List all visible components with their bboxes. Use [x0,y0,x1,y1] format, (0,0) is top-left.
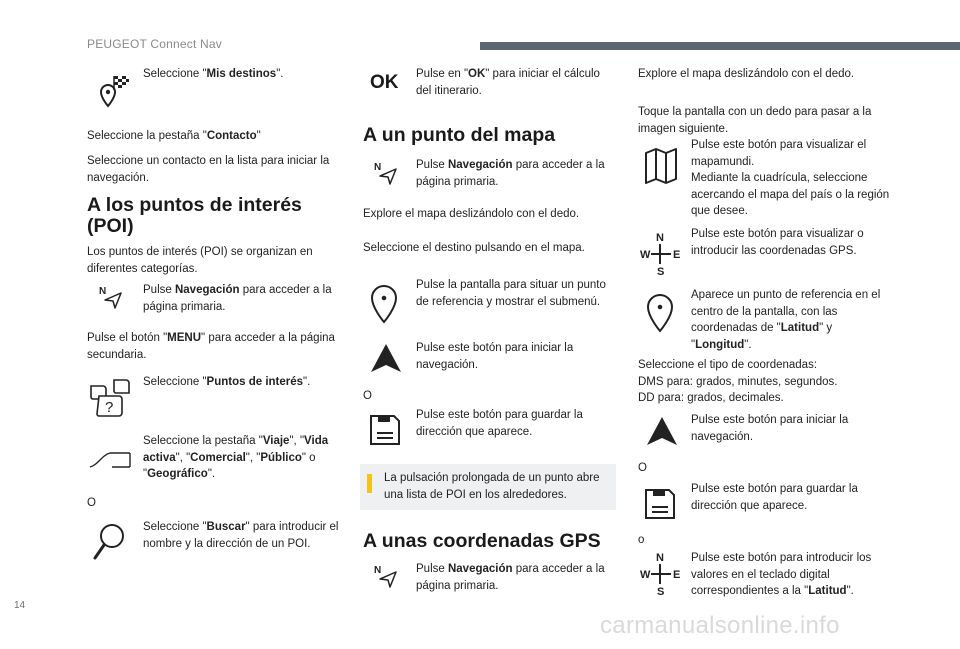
start-navigation-icon [370,343,402,373]
compass-w-label: W [640,569,651,581]
save-icon [368,413,402,447]
poi-intro-text: Los puntos de interés (POI) se organizan en diferentes categorías. [87,246,313,275]
menu-text: Pulse el botón "MENU" para acceder a la página secundaria. [87,332,335,361]
compass-n-label: N [656,552,664,564]
world-map-text: Pulse este botón para visualizar el mapamundi. Mediante la cuadrícula, seleccione acercando el mapa del país o la región que desee. [691,139,890,217]
contacto-tab-text: Seleccione la pestaña "Contacto" [87,130,261,142]
save-address-text-col3: Pulse este botón para guardar la dirección que aparece. [691,483,858,512]
header-title: PEUGEOT Connect Nav [87,37,222,51]
compass-n-label: N [99,286,107,297]
or-label-col2: O [363,390,372,402]
compass-e-label: E [673,249,681,261]
poi-categories-icon [89,378,131,418]
navigation-arrow-icon [374,160,400,186]
or-label-lower: o [638,534,645,546]
touch-screen-text: Toque la pantalla con un dedo para pasar a la imagen siguiente. [638,106,872,135]
compass-s-label: S [657,266,665,278]
start-navigation-text: Pulse este botón para iniciar la navegación. [416,342,574,371]
select-destination-text: Seleccione el destino pulsando en el mapa. [363,242,585,254]
enter-latitude-text: Pulse este botón para introducir los valores en el teclado digital correspondientes a la "Latitud". [691,552,872,597]
save-address-text: Pulse este botón para guardar la dirección que aparece. [416,409,583,438]
poi-navegacion-text: Pulse Navegación para acceder a la página primaria. [143,284,332,313]
start-navigation-text-col3: Pulse este botón para iniciar la navegación. [691,414,849,443]
map-navegacion-text: Pulse Navegación para acceder a la página primaria. [416,159,605,188]
ok-text: Pulse en "OK" para iniciar el cálculo del itinerario. [416,68,600,97]
compass-n-label: N [374,162,382,173]
explore-map-text-col3: Explore el mapa deslizándolo con el dedo. [638,68,855,80]
or-label-col1: O [87,497,96,509]
info-icon [367,474,372,493]
gps-navegacion-text: Pulse Navegación para acceder a la página primaria. [416,563,605,592]
svg-text:?: ? [105,399,114,416]
puntos-text: Seleccione "Puntos de interés". [143,376,311,388]
world-map-icon [644,147,678,185]
compass-e-label: E [673,569,681,581]
save-icon [643,487,677,521]
watermark: carmanualsonline.info [600,612,840,639]
contact-select-text: Seleccione un contacto en la lista para iniciar la navegación. [87,155,330,184]
coordinate-types-text: Seleccione el tipo de coordenadas: DMS para: grados, minutes, segundos. DD para: grados, decimales. [638,359,838,404]
header-bar [480,42,960,50]
destination-flag-icon [92,72,130,110]
compass-w-label: W [640,249,651,261]
heading-map-point: A un punto del mapa [363,124,556,146]
viaje-text: Seleccione la pestaña "Viaje", "Vida activa", "Comercial", "Público" o "Geográfico". [143,435,329,480]
compass-s-label: S [657,586,665,598]
gps-compass-icon [637,550,685,598]
page-number: 14 [14,600,26,611]
heading-poi: A los puntos de interés (POI) [87,194,302,237]
heading-gps: A unas coordenadas GPS [363,530,601,552]
explore-map-text: Explore el mapa deslizándolo con el dedo. [363,208,580,220]
navigation-arrow-icon [374,563,400,589]
compass-n-label: N [656,232,664,244]
mis-destinos-text: Seleccione "Mis destinos". [143,68,284,80]
info-text: La pulsación prolongada de un punto abre una lista de POI en los alrededores. [384,472,600,501]
navigation-arrow-icon [99,284,125,310]
or-label-col3: O [638,462,647,474]
start-navigation-icon [646,416,678,446]
pin-text: Pulse la pantalla para situar un punto de referencia y mostrar el submenú. [416,279,606,308]
reference-point-text: Aparece un punto de referencia en el centro de la pantalla, con las coordenadas de "Latitud" y "Longitud". [691,289,881,351]
road-tab-icon [88,447,132,471]
buscar-text: Seleccione "Buscar" para introducir el nombre y la dirección de un POI. [143,521,339,550]
ok-icon: OK [370,72,399,93]
gps-button-text: Pulse este botón para visualizar o introducir las coordenadas GPS. [691,228,864,257]
location-pin-icon [645,293,675,333]
gps-compass-icon [637,230,685,278]
compass-n-label: N [374,565,382,576]
location-pin-icon [369,284,399,324]
search-icon [92,522,128,562]
